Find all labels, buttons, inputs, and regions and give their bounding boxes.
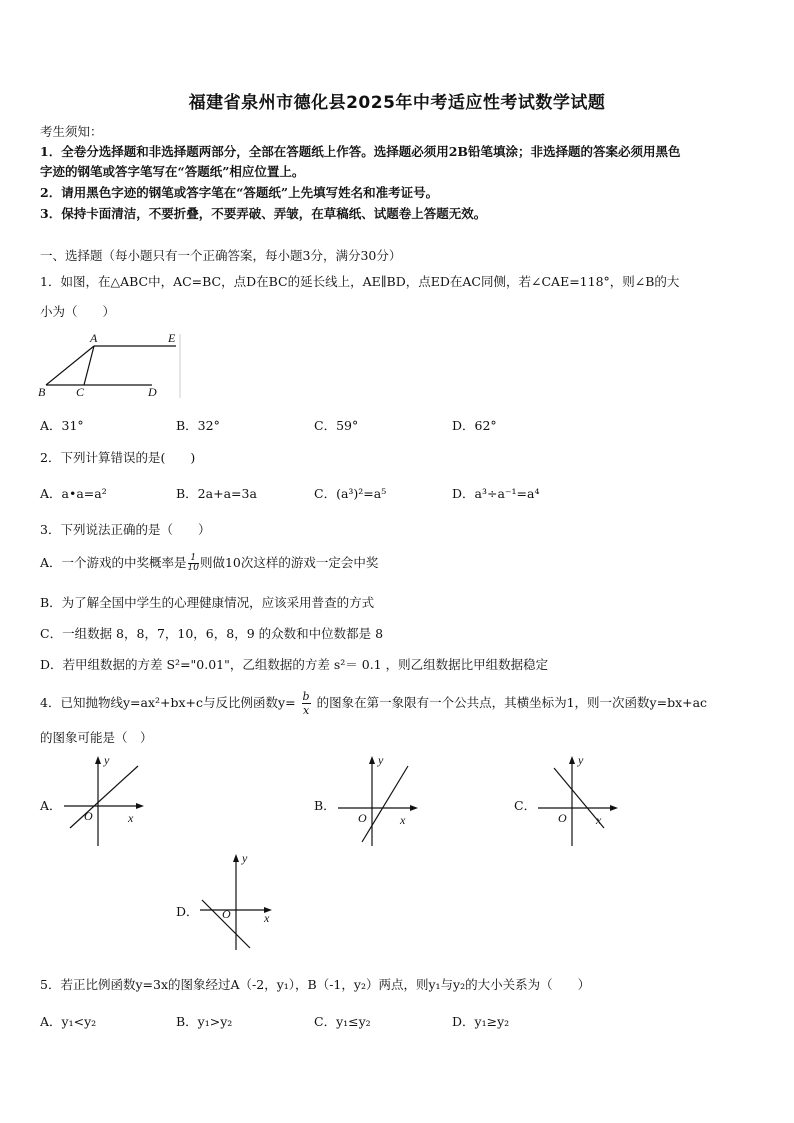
axis-label: x [128, 811, 134, 825]
notice-item-1: 1．全卷分选择题和非选择题两部分，全部在答题纸上作答。选择题必须用2B铅笔填涂；非选择题的答案必须用黑色 [40, 144, 681, 159]
q1-stem-cont: 小为（ ） [40, 304, 116, 319]
fraction-denominator: x [302, 704, 310, 717]
q1-stem: 1．如图，在△ABC中，AC=BC，点D在BC的延长线上，AE∥BD，点ED在AC同侧，若∠CAE=118°，则∠B的大 [40, 274, 680, 289]
fraction-numerator: 1 [188, 554, 199, 564]
axis-label: y [578, 753, 584, 767]
q1-option-c[interactable]: C．59° [314, 418, 359, 433]
q2-option-d[interactable]: D．a³÷a⁻¹=a⁴ [452, 486, 540, 501]
q3-option-b[interactable]: B．为了解全国中学生的心理健康情况，应该采用普查的方式 [40, 595, 375, 610]
fraction-numerator: b [302, 690, 310, 703]
label-C: C [76, 385, 85, 399]
axis-label: O [558, 811, 567, 825]
q4-stem-pre: 4．已知抛物线y=ax²+bx+c与反比例函数y= [40, 695, 296, 710]
q3-option-a-pre: A．一个游戏的中奖概率是 [40, 555, 187, 570]
label-E: E [168, 331, 176, 345]
q5-option-c[interactable]: C．y₁≤y₂ [314, 1014, 371, 1029]
axis-label: O [222, 907, 231, 921]
notice-item-1-cont: 字迹的钢笔或答字笔写在“答题纸”相应位置上。 [40, 164, 305, 179]
axis-label: x [400, 813, 406, 827]
section-heading: 一、选择题（每小题只有一个正确答案，每小题3分，满分30分） [40, 248, 402, 263]
fraction-denominator: 10 [187, 563, 199, 573]
q5-option-d[interactable]: D．y₁≥y₂ [452, 1014, 510, 1029]
q3-option-d[interactable]: D．若甲组数据的方差 S²="0.01"，乙组数据的方差 s²＝ 0.1 ，则乙组数据比甲组数据稳定 [40, 657, 549, 672]
q2-option-b[interactable]: B．2a+a=3a [176, 486, 257, 501]
q4-option-c[interactable]: C． [514, 798, 537, 813]
notice-heading: 考生须知： [40, 124, 103, 139]
q3-option-a[interactable] [40, 553, 378, 573]
label-B: B [38, 385, 46, 399]
label-D: D [148, 385, 157, 399]
q1-option-a[interactable]: A．31° [40, 418, 84, 433]
q4-graph-b [334, 752, 424, 852]
q4-graph-a [60, 752, 150, 852]
notice-item-3: 3．保持卡面清洁，不要折叠，不要弄破、弄皱，在草稿纸、试题卷上答题无效。 [40, 206, 487, 221]
q1-triangle-figure [34, 330, 184, 402]
axis-label: y [378, 753, 384, 767]
q1-option-d[interactable]: D．62° [452, 418, 497, 433]
q4-stem [40, 690, 707, 717]
q4-stem-cont: 的图象可能是（ ） [40, 730, 153, 745]
q5-option-b[interactable]: B．y₁>y₂ [176, 1014, 233, 1029]
q3-option-c[interactable]: C．一组数据 8，8，7，10，6，8，9 的众数和中位数都是 8 [40, 626, 384, 641]
q1-option-b[interactable]: B．32° [176, 418, 220, 433]
axis-label: O [358, 811, 367, 825]
q4-option-a[interactable]: A． [40, 798, 62, 813]
axis-label: x [596, 813, 602, 827]
label-A: A [90, 331, 98, 345]
q4-graph-c [534, 752, 624, 852]
axis-label: y [242, 851, 248, 865]
notice-item-2: 2．请用黑色字迹的钢笔或答字笔在“答题纸”上先填写姓名和准考证号。 [40, 185, 439, 200]
q5-option-a[interactable]: A．y₁<y₂ [40, 1014, 97, 1029]
axis-label: O [84, 809, 93, 823]
q5-stem: 5．若正比例函数y=3x的图象经过A（-2，y₁），B（-1，y₂）两点，则y₁与y₂的大小关系为（ ） [40, 977, 591, 992]
q3-option-a-post: 则做10次这样的游戏一定会中奖 [199, 555, 379, 570]
q2-stem: 2．下列计算错误的是( ) [40, 450, 196, 465]
q2-option-a[interactable]: A．a•a=a² [40, 486, 107, 501]
inverse-function-fraction [302, 690, 311, 717]
q4-graph-d [196, 850, 286, 954]
axis-label: y [104, 753, 110, 767]
q4-option-b[interactable]: B． [314, 798, 336, 813]
q4-stem-post: 的图象在第一象限有一个公共点，其横坐标为1，则一次函数y=bx+ac [316, 695, 708, 710]
q4-option-d[interactable]: D． [176, 904, 199, 919]
probability-fraction [188, 554, 199, 573]
q2-option-c[interactable]: C．(a³)²=a⁵ [314, 486, 387, 501]
q3-stem: 3．下列说法正确的是（ ） [40, 522, 211, 537]
page-title: 福建省泉州市德化县2025年中考适应性考试数学试题 [188, 93, 606, 113]
axis-label: x [264, 911, 270, 925]
